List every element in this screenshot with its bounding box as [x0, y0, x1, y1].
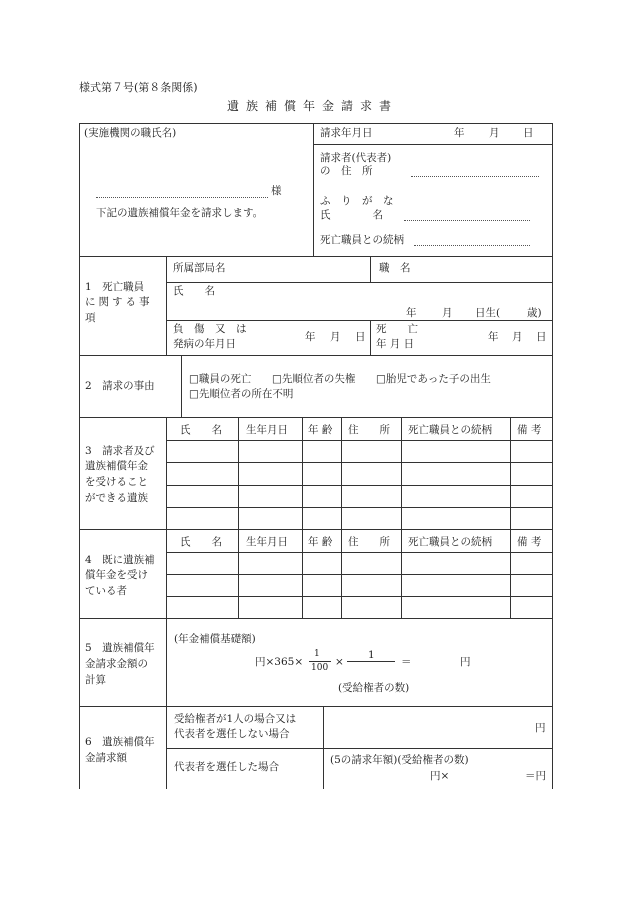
request-date-label: 請求年月日	[320, 127, 373, 139]
birth-year: 年	[406, 307, 417, 319]
s3-label-1: 3 請求者及び	[85, 445, 155, 457]
request-date-month: 月	[489, 127, 500, 139]
grid-line	[313, 123, 314, 256]
fraction-denominator: 100	[311, 663, 329, 673]
grid-line	[313, 144, 552, 145]
grid-line	[166, 417, 167, 618]
grid-line	[166, 552, 552, 553]
case2-header: (5の請求年額)(受給権者の数)	[330, 754, 469, 766]
death-label-2: 年 月 日	[376, 338, 415, 350]
formula-part-a: 円×365×	[255, 656, 304, 668]
request-date-day: 日	[523, 127, 534, 139]
s4-col-age: 年 齢	[308, 536, 333, 548]
death-month: 月	[512, 331, 523, 343]
grid-line	[166, 282, 552, 283]
case2-formula-a: 円×	[430, 770, 450, 782]
grid-line	[166, 618, 167, 789]
formula-equals: ＝	[401, 656, 412, 668]
fraction-numerator: 1	[314, 649, 320, 659]
s3-col-relation: 死亡職員との続柄	[408, 424, 492, 436]
s6-label-2: 金請求額	[85, 752, 127, 764]
sama-label: 様	[271, 185, 282, 197]
address-label: の 住 所	[320, 165, 373, 177]
reason-missing-checkbox[interactable]: □先順位者の所在不明	[189, 388, 294, 400]
s4-label-2: 償年金を受け	[85, 569, 148, 581]
injury-label-2: 発病の年月日	[173, 338, 236, 350]
s5-label-1: 5 遺族補償年	[85, 642, 155, 654]
s4-col-name: 氏 名	[180, 536, 222, 548]
request-text: 下記の遺族補償年金を請求します。	[96, 207, 264, 219]
birth-month: 月	[442, 307, 453, 319]
grid-line	[79, 529, 552, 530]
grid-line	[370, 320, 371, 355]
injury-year: 年	[305, 331, 316, 343]
formula-times: ×	[335, 656, 344, 668]
base-amount-label: (年金補償基礎額)	[174, 633, 256, 645]
s4-col-address: 住 所	[348, 536, 390, 548]
name-label: 氏 名	[320, 209, 383, 221]
injury-label-1: 負 傷 又 は	[173, 323, 247, 335]
grid-line	[370, 256, 371, 282]
recipients-label: (受給権者の数)	[338, 682, 410, 694]
s5-label-3: 計算	[85, 674, 106, 686]
dept-label: 所属部局名	[173, 262, 226, 274]
grid-line	[166, 485, 552, 486]
recipient-numerator: 1	[368, 649, 375, 661]
age-label: 歳)	[527, 307, 542, 319]
relation-line[interactable]	[414, 245, 530, 246]
s3-col-birth: 生年月日	[246, 424, 288, 436]
birth-day: 日生(	[475, 307, 501, 319]
post-label: 職 名	[379, 262, 411, 274]
formula-yen: 円	[460, 656, 471, 668]
s4-col-relation: 死亡職員との続柄	[408, 536, 492, 548]
address-line[interactable]	[411, 176, 539, 177]
grid-line	[79, 123, 552, 124]
grid-line	[166, 748, 552, 749]
reason-forfeit-checkbox[interactable]: □先順位者の失権	[272, 373, 356, 385]
grid-line	[238, 417, 239, 618]
fraction-bar-recipients	[347, 661, 395, 662]
grid-line	[166, 440, 552, 441]
s3-col-address: 住 所	[348, 424, 390, 436]
case1-yen: 円	[535, 722, 546, 734]
s2-label: 2 請求の事由	[85, 380, 155, 392]
name-line[interactable]	[404, 220, 530, 221]
reason-death-checkbox[interactable]: □職員の死亡	[189, 373, 252, 385]
s3-col-remarks: 備 考	[517, 424, 542, 436]
case1-label-1: 受給権者が1人の場合又は	[174, 713, 297, 725]
s3-label-3: を受けること	[85, 476, 148, 488]
s5-label-2: 金請求金額の	[85, 658, 148, 670]
s6-label-1: 6 遺族補償年	[85, 736, 155, 748]
injury-month: 月	[330, 331, 341, 343]
grid-line	[323, 706, 324, 789]
s1-label-3: 項	[85, 312, 96, 324]
grid-line	[79, 355, 552, 356]
death-day: 日	[536, 331, 547, 343]
grid-line	[166, 596, 552, 597]
death-year: 年	[488, 331, 499, 343]
form-title: 遺族補償年金請求書	[227, 99, 399, 113]
request-date-year: 年	[454, 127, 465, 139]
grid-line	[510, 417, 511, 618]
grid-line	[552, 123, 553, 789]
grid-line	[79, 256, 552, 257]
grid-line	[166, 574, 552, 575]
form-number: 様式第７号(第８条関係)	[79, 81, 198, 94]
grid-line	[166, 320, 552, 321]
s4-col-remarks: 備 考	[517, 536, 542, 548]
case1-label-2: 代表者を選任しない場合	[174, 728, 290, 740]
grid-line	[181, 355, 182, 417]
reason-birth-checkbox[interactable]: □胎児であった子の出生	[376, 373, 491, 385]
claimant-label: 請求者(代表者)	[320, 152, 392, 164]
grid-line	[401, 417, 402, 618]
grid-line	[302, 417, 303, 618]
s4-col-birth: 生年月日	[246, 536, 288, 548]
case2-formula-b: ＝円	[525, 770, 546, 782]
grid-line	[79, 123, 80, 789]
s1-label-1: 1 死亡職員	[85, 281, 145, 293]
grid-line	[79, 417, 552, 418]
case2-label: 代表者を選任した場合	[174, 761, 279, 773]
s4-label-1: 4 既に遺族補	[85, 554, 155, 566]
s3-label-2: 遺族補償年金	[85, 460, 148, 472]
grid-line	[341, 417, 342, 618]
s1-label-2: に関する事	[85, 296, 153, 308]
s3-label-4: ができる遺族	[85, 492, 148, 504]
death-label-1: 死 亡	[376, 323, 418, 335]
institution-label: (実施機関の職氏名)	[84, 127, 177, 139]
s4-label-3: ている者	[85, 585, 127, 597]
grid-line	[166, 256, 167, 355]
s3-col-age: 年 齢	[308, 424, 333, 436]
grid-line	[79, 618, 552, 619]
furigana-label: ふ り が な	[320, 195, 394, 207]
injury-day: 日	[355, 331, 366, 343]
fraction-bar-small	[309, 661, 331, 662]
institution-line[interactable]	[96, 197, 268, 198]
s3-col-name: 氏 名	[180, 424, 222, 436]
grid-line	[166, 507, 552, 508]
deceased-name-label: 氏 名	[173, 285, 215, 297]
relation-label: 死亡職員との続柄	[320, 234, 404, 246]
grid-line	[166, 462, 552, 463]
grid-line	[79, 706, 552, 707]
